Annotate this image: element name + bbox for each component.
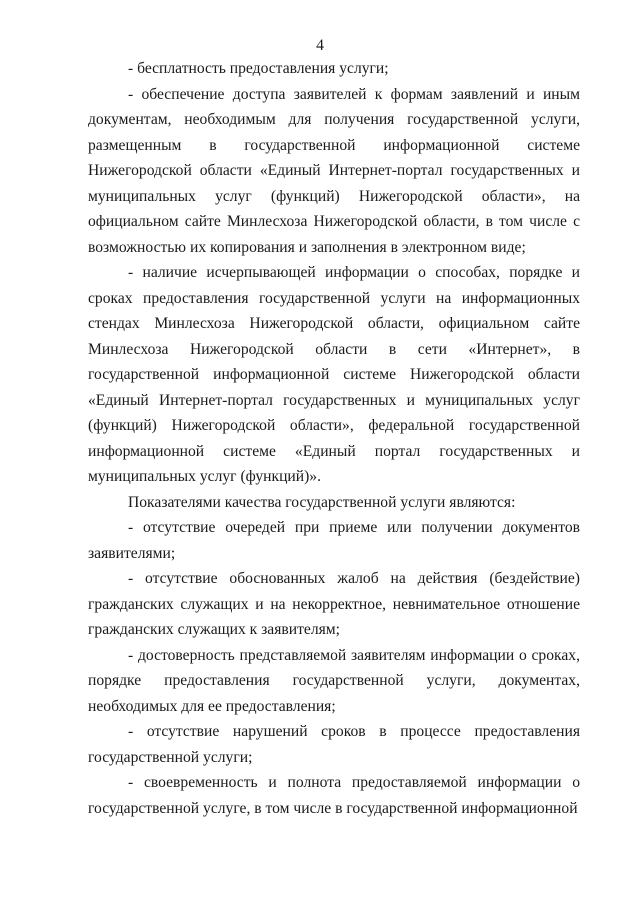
- page-number: 4: [316, 37, 324, 54]
- paragraph: - отсутствие обоснованных жалоб на действия (бездействие) гражданских служащих и на некорректное, невнимательное отношение гражданских служащих к заявителям;: [88, 570, 580, 638]
- paragraph: - отсутствие нарушений сроков в процессе предоставления государственной услуги;: [88, 723, 580, 766]
- paragraph: - бесплатность предоставления услуги;: [128, 60, 389, 77]
- paragraph: - отсутствие очередей при приеме или получении документов заявителями;: [88, 519, 580, 562]
- paragraph: - достоверность представляемой заявителям информации о сроках, порядке предоставления государственной услуги, документах, необходимых для ее предоставления;: [88, 646, 580, 715]
- document-body: [88, 56, 580, 821]
- paragraph: - своевременность и полнота предоставляемой информации о государственной услуге, в том числе в государственной информационной: [88, 774, 580, 817]
- paragraph: Показателями качества государственной услуги являются:: [128, 493, 516, 511]
- paragraph: - обеспечение доступа заявителей к формам заявлений и иным документам, необходимым для получения государственной услуги, размещенным в государственной информационной системе Нижегородской области «Единый Интернет-портал государственных и муниципальных услуг (функций) Нижегородской области», на официальном сайте Минлесхоза Нижегородской области, в том числе с возможностью их копирования и заполнения в электронном виде;: [88, 85, 580, 256]
- paragraph: - наличие исчерпывающей информации о способах, порядке и сроках предоставления государственной услуги на информационных стендах Минлесхоза Нижегородской области, официальном сайте Минлесхоза Нижегородской области в сети «Интернет», в государственной информационной системе Нижегородской области «Единый Интернет-портал государственных и муниципальных услуг (функций) Нижегородской области», федеральной государственной информационной системе «Единый портал государственных и муниципальных услуг (функций)».: [88, 264, 580, 485]
